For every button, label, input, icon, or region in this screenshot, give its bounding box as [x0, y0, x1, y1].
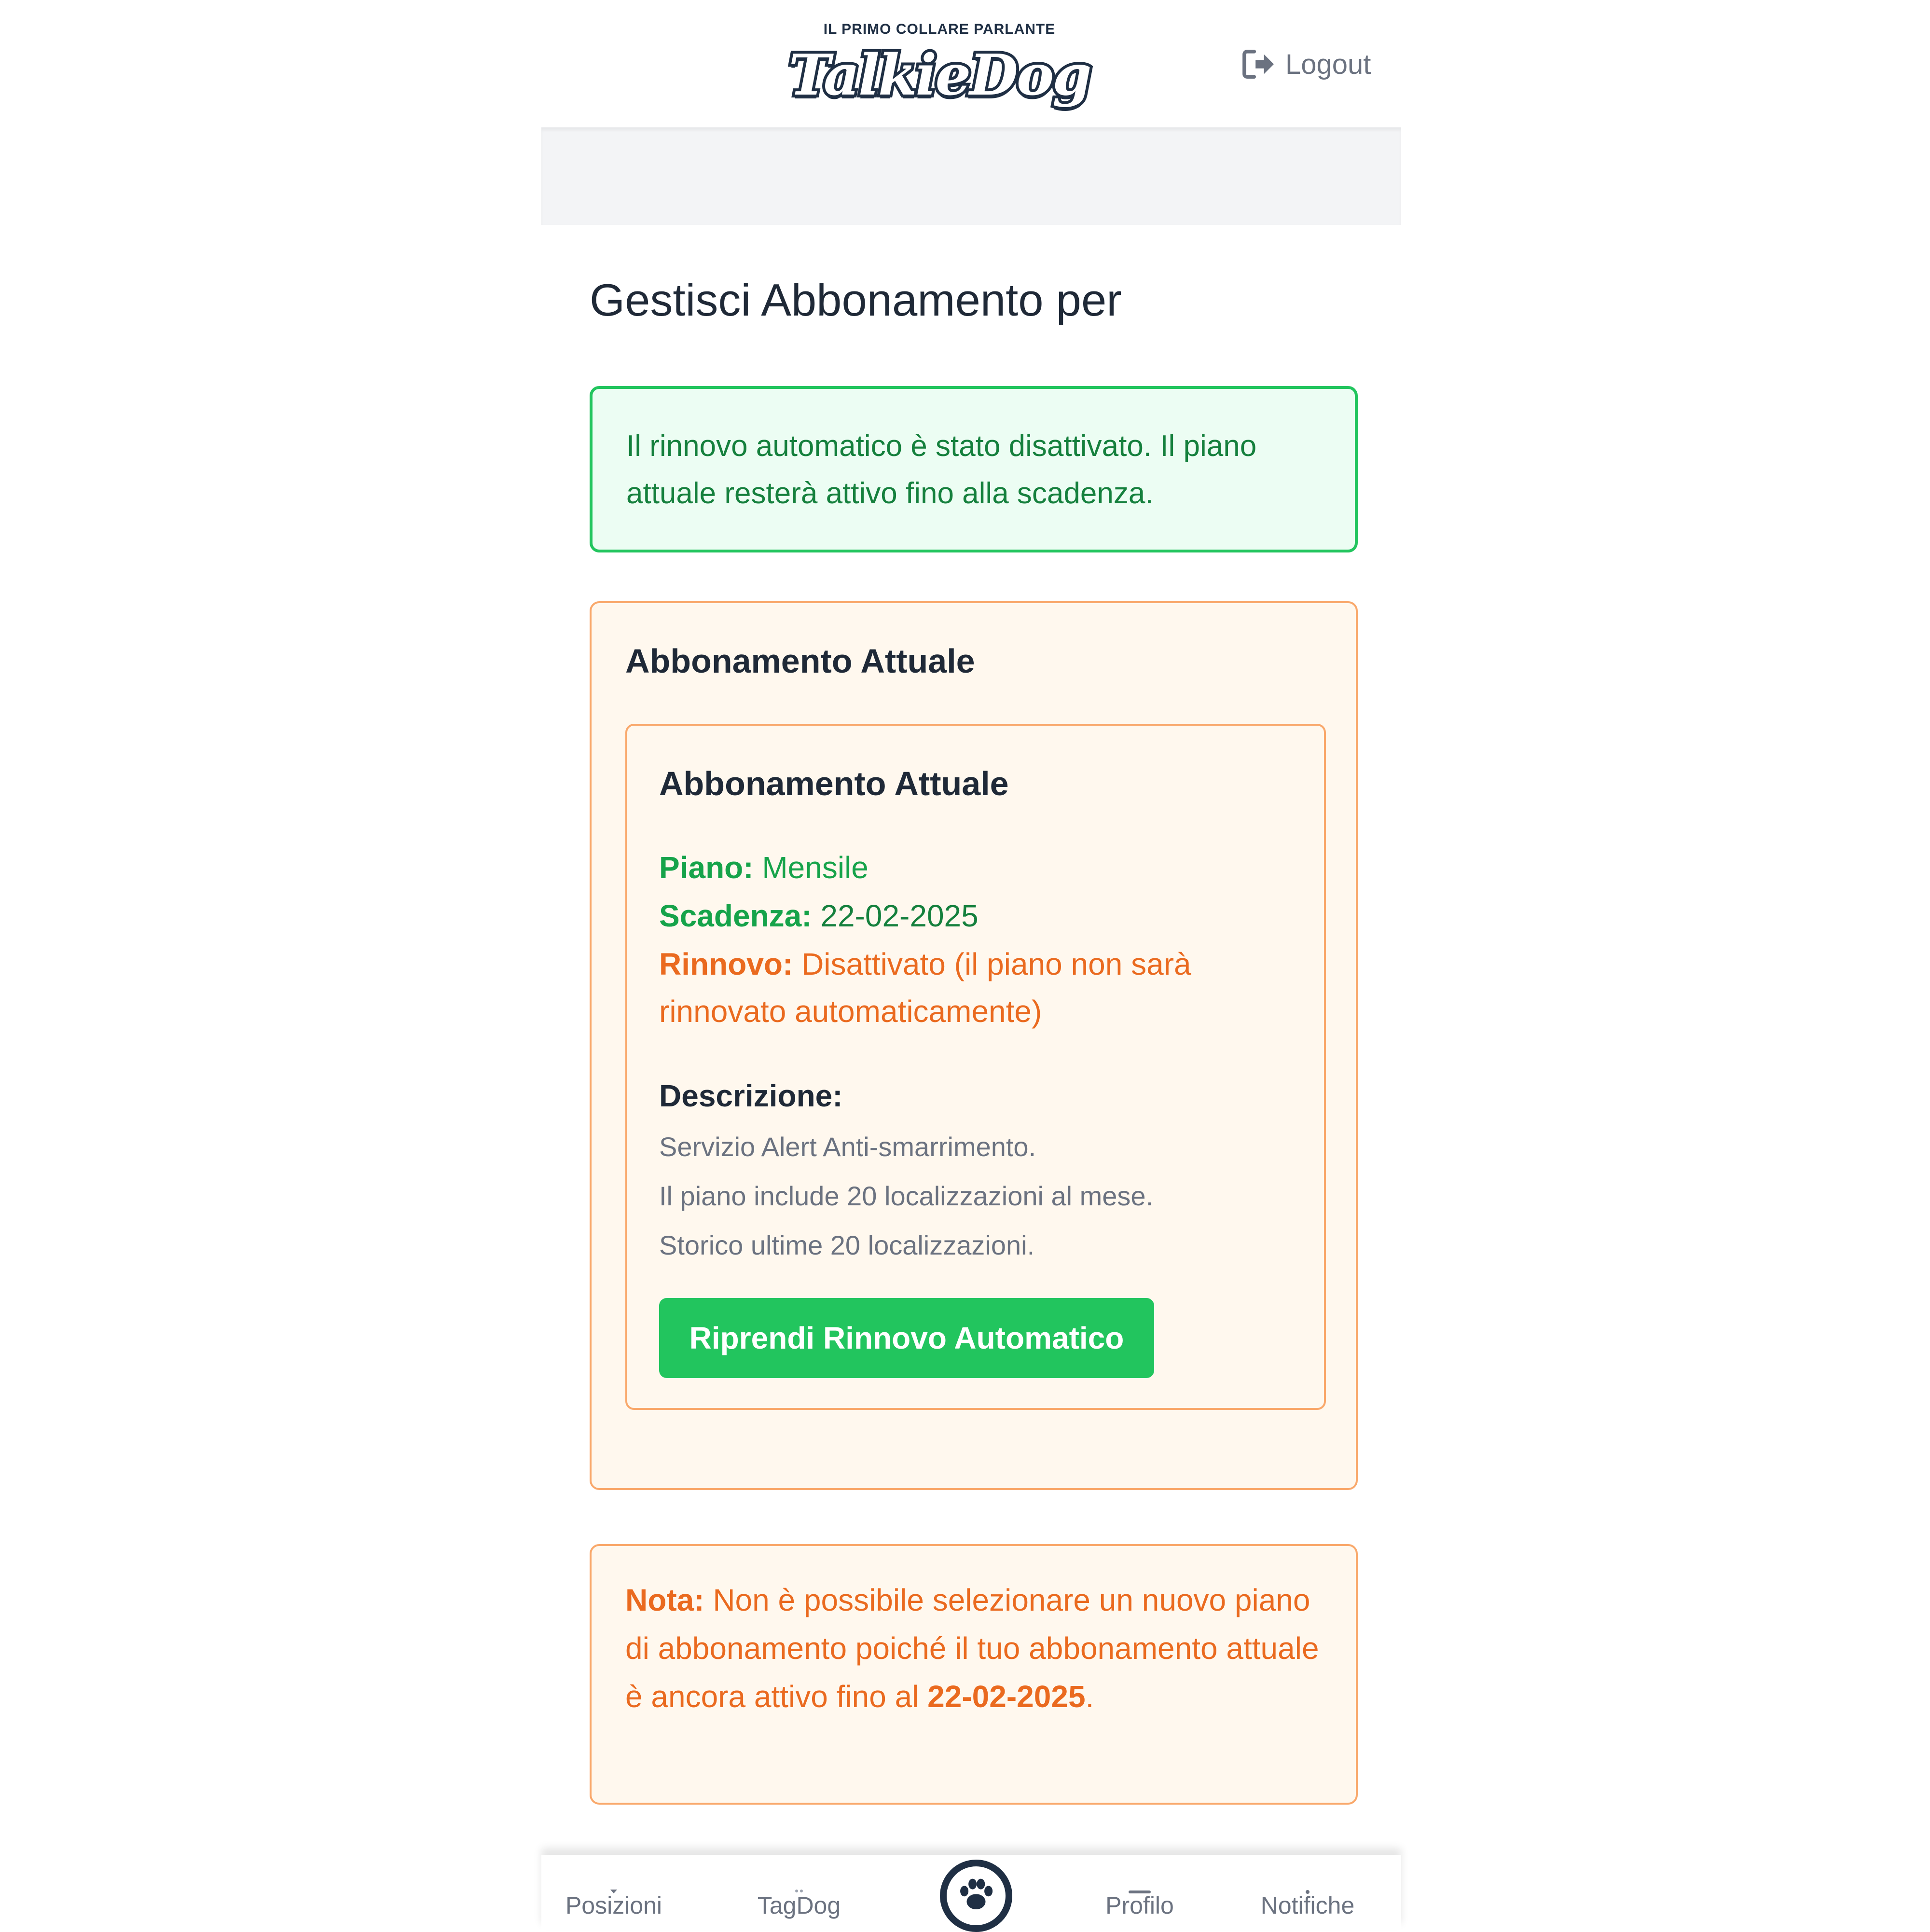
nav-item-home[interactable]: [940, 1860, 1012, 1932]
nav-label: Posizioni: [565, 1892, 662, 1919]
map-pin-icon: [541, 1872, 686, 1877]
nav-label: TagDog: [757, 1892, 841, 1919]
brand-tagline: IL PRIMO COLLARE PARLANTE: [823, 21, 1056, 37]
description-line: Storico ultime 20 localizzazioni.: [659, 1230, 1035, 1260]
renewal-label: Rinnovo:: [659, 947, 793, 981]
description-line: Il piano include 20 localizzazioni al mese.: [659, 1181, 1154, 1211]
page-title: Gestisci Abbonamento per: [590, 275, 1122, 325]
app-screen: [541, 0, 1401, 1930]
plan-label: Piano:: [659, 850, 754, 885]
nav-item-tagdog[interactable]: [727, 1872, 871, 1919]
nav-item-notifiche[interactable]: [1235, 1872, 1380, 1919]
tag-icon: [727, 1872, 871, 1877]
bell-icon: [1235, 1872, 1380, 1877]
note-text: Non è possibile selezionare un nuovo piano di abbonamento poiché il tuo abbonamento attuale è ancora attivo fino al: [625, 1583, 1319, 1714]
nav-label: Profilo: [1105, 1892, 1174, 1919]
nav-item-posizioni[interactable]: [541, 1872, 686, 1919]
plan-value: Mensile: [762, 850, 868, 885]
description-line: Servizio Alert Anti-smarrimento.: [659, 1132, 1036, 1162]
note-date: 22-02-2025: [927, 1679, 1086, 1714]
header-banner: [541, 127, 1401, 225]
expiry-label: Scadenza:: [659, 898, 812, 933]
expiry-row: [659, 892, 979, 939]
user-icon: [1067, 1872, 1212, 1877]
success-alert-text: Il rinnovo automatico è stato disattivato. Il piano attuale resterà attivo fino alla scadenza.: [626, 429, 1257, 510]
logout-button[interactable]: [1241, 42, 1371, 86]
description-label: Descrizione:: [659, 1078, 843, 1113]
brand-name: TalkieDog: [788, 42, 1090, 108]
app-header: [541, 0, 1401, 127]
nav-label: Notifiche: [1260, 1892, 1355, 1919]
plan-row: [659, 844, 868, 891]
resume-auto-renewal-button[interactable]: Riprendi Rinnovo Automatico: [659, 1298, 1154, 1378]
success-alert: [590, 386, 1358, 552]
logout-label: Logout: [1285, 48, 1371, 80]
logout-icon: [1241, 49, 1276, 80]
brand-logo[interactable]: [763, 21, 1116, 113]
section-title: Abbonamento Attuale: [625, 642, 975, 680]
bottom-navigation: [541, 1855, 1401, 1930]
renewal-row: [659, 940, 1238, 1035]
expiry-value: 22-02-2025: [820, 898, 979, 933]
nav-item-profilo[interactable]: [1067, 1872, 1212, 1919]
paw-icon: [947, 1866, 1006, 1925]
subscription-card-title: Abbonamento Attuale: [659, 765, 1009, 802]
subscription-card: [625, 724, 1326, 1410]
note-suffix: .: [1085, 1679, 1094, 1714]
note-card: [590, 1544, 1358, 1805]
current-subscription-section: [590, 601, 1358, 1490]
renewal-value: Disattivato (il piano non sarà rinnovato automaticamente): [659, 947, 1191, 1029]
note-label: Nota:: [625, 1583, 704, 1617]
